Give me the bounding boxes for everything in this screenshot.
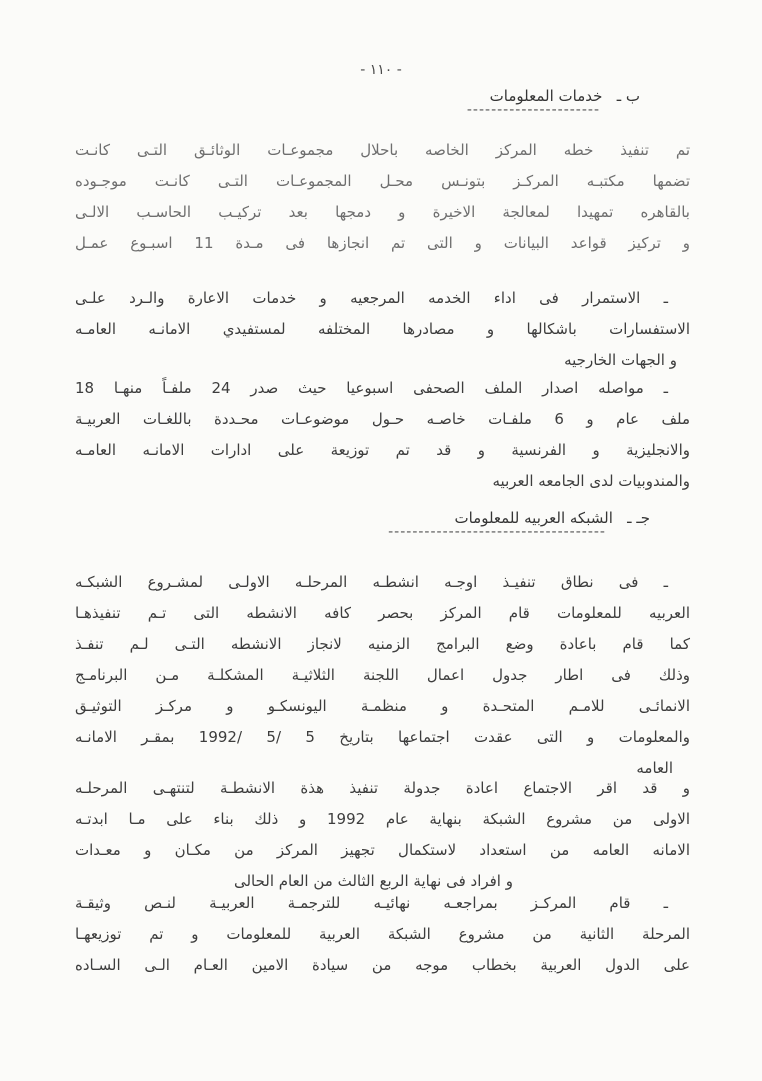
paragraph-line: العامه — [636, 759, 673, 777]
paragraph-line: الامانه العامه من استعداد لاستكمال تجهيز المركز من مكـان و معـدات — [75, 841, 690, 859]
paragraph-line: تم تنفيذ خطه المركز الخاصه باحلال مجموعـات الوثائـق التـى كانـت — [75, 141, 690, 159]
paragraph-line: و تركيز قواعد البيانات و التى تم انجازها فى مـدة 11 اسبـوع عمـل — [75, 234, 690, 252]
section-heading-label: جـ ـ الشبكه العربيه للمعلومات — [454, 509, 650, 527]
paragraph-line: و قد اقر الاجتماع اعادة جدولة تنفيذ هذة الانشطـة لتنتهـى المرحلـه — [75, 779, 690, 797]
paragraph-line: و الجهات الخارجيه — [564, 351, 677, 369]
section-heading-label: ب ـ خدمات المعلومات — [489, 87, 640, 105]
paragraph-network-phase-one — [75, 567, 690, 784]
paragraph-line: والمعلومات و التى عقدت اجتماعها بتاريخ 5 /5 /1992 بمقـر الامانـه — [75, 728, 690, 746]
paragraph-line: على الدول العربية بخطاب موجه من سيادة الامين العـام الـى السـاده — [75, 956, 690, 974]
paragraph-press-file — [75, 373, 690, 497]
paragraph-line: ـ فى نطاق تنفيـذ اوجـه انشطـه المرحلـه الاولـى لمشـروع الشبكـه — [75, 573, 668, 591]
paragraph-line: الانمائـى للامـم المتحـدة و منظمـة اليونسكـو و مركـز التوثيـق — [75, 697, 690, 715]
paragraph-reference-services — [75, 283, 690, 376]
paragraph-line: الاولى من مشروع الشبكة بنهاية عام 1992 و ذلك بناء على مـا ابدتـه — [75, 810, 690, 828]
paragraph-line: وذلك فى اطار جدول اعمال اللجنة الثلاثيـة المشكلـة مـن البرنامـج — [75, 666, 690, 684]
paragraph-line: الاستفسارات باشكالها و مصادرها المختلفه لمستفيدي الامانـه العامـه — [75, 320, 690, 338]
paragraph-line: المرحلة الثانية من مشروع الشبكة العربية للمعلومات و تم توزيعهـا — [75, 925, 690, 943]
section-heading-arab-information-network — [388, 509, 650, 540]
paragraph-line: والمندوبيات لدى الجامعه العربيه — [492, 472, 690, 490]
paragraph-line: العربيه للمعلومات قام المركز بحصر كافه الانشطه التى تـم تنفيذهـا — [75, 604, 690, 622]
paragraph-translation-review — [75, 888, 690, 981]
paragraph-line: والانجليزية و الفرنسية و قد تم توزيعة على ادارات الامانـه العامـه — [75, 441, 690, 459]
paragraph-line: و افراد فى نهاية الربع الثالث من العام الحالى — [233, 872, 513, 890]
paragraph-line: تضمها مكتبـه المركـز بتونـس محـل المجموعـات التـى كانـت موجـوده — [75, 172, 690, 190]
heading-underline: ---------------------- — [466, 102, 600, 118]
heading-underline: ------------------------------------ — [388, 524, 606, 540]
page-number: - ١١٠ - — [360, 62, 402, 78]
paragraph-line: ـ قام المركـز بمراجعـه نهائيـه للترجمـة العربيـة لنـص وثيقـة — [75, 894, 668, 912]
paragraph-line: ـ مواصله اصدار الملف الصحفى اسبوعيا حيث صدر 24 ملفـاً منهـا 18 — [75, 379, 668, 397]
paragraph-meeting-rescheduling — [75, 773, 690, 897]
paragraph-line: بالقاهره تمهيدا لمعالجة الاخيرة و دمجها بعد تركيـب الحاسـب الالـى — [75, 203, 690, 221]
paragraph-line: ملف عام و 6 ملفـات خاصـه حـول موضوعـات محـددة باللغـات العربيـة — [75, 410, 690, 428]
section-heading-information-services — [466, 87, 640, 118]
paragraph-line: ـ الاستمرار فى اداء الخدمه المرجعيه و خدمات الاعارة والـرد علـى — [75, 289, 668, 307]
paragraph-center-plan — [75, 135, 690, 259]
paragraph-line: كما قام باعادة وضع البرامج الزمنيه لانجاز الانشطه التـى لـم تنفـذ — [75, 635, 690, 653]
